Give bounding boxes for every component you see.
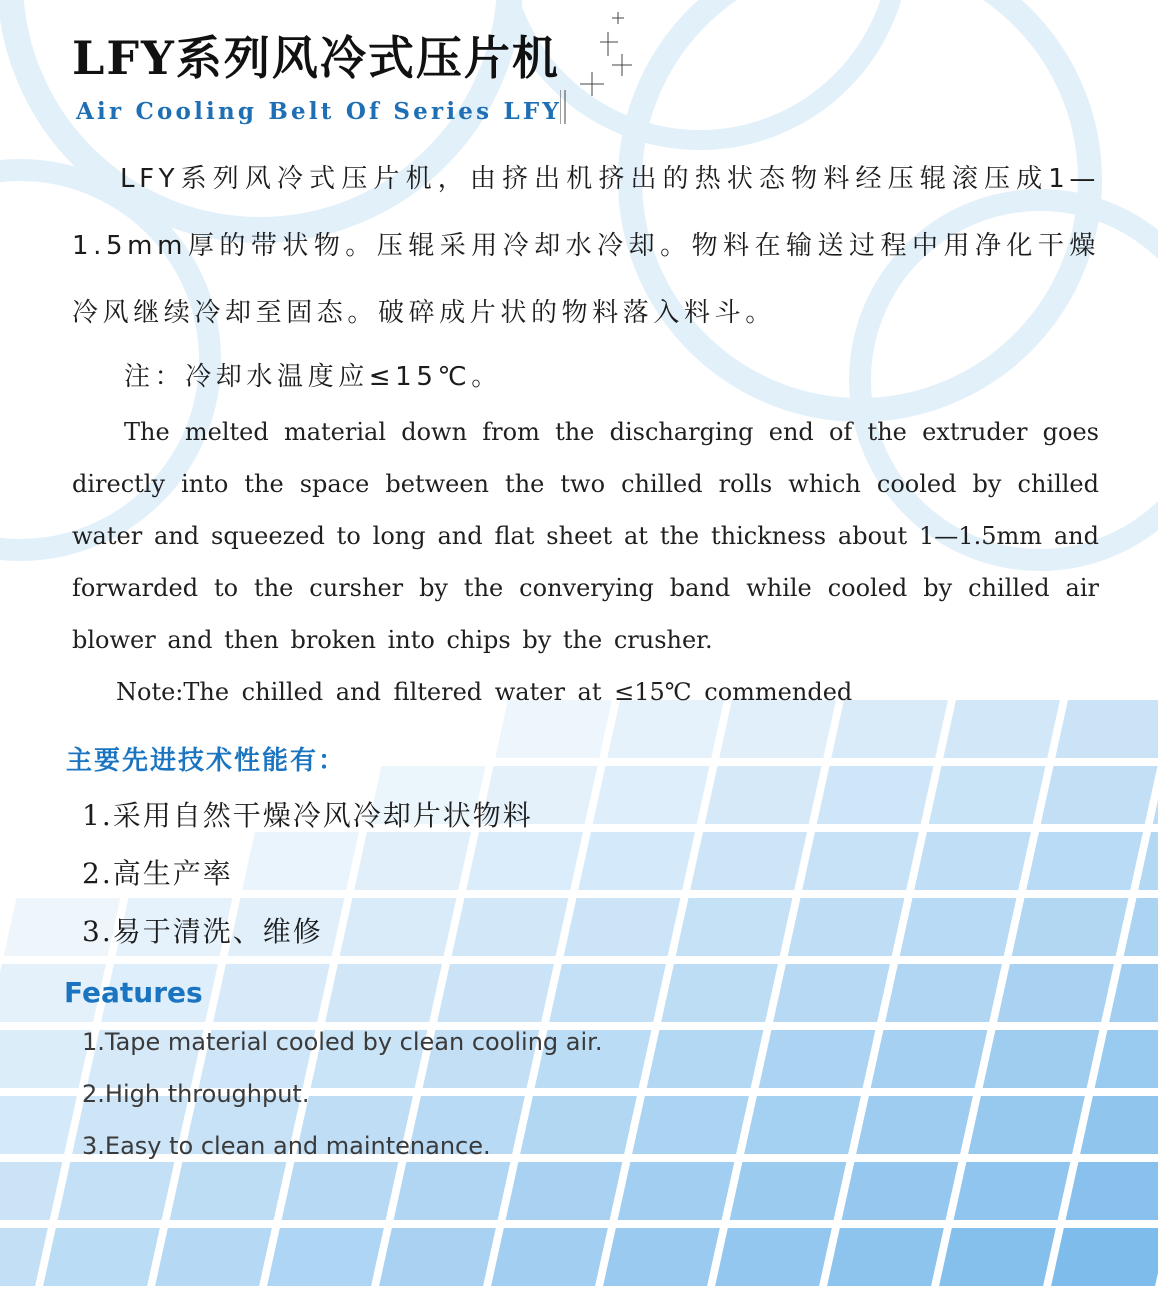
list-item: 1.采用自然干燥冷风冷却片状物料 — [82, 799, 533, 832]
sparkle-decoration-icon — [560, 8, 640, 128]
advantages-heading: 主要先进技术性能有： — [66, 746, 347, 776]
list-item: 2.High throughput. — [82, 1080, 310, 1108]
advantages-list — [82, 790, 533, 964]
description-cn: LFY系列风冷式压片机，由挤出机挤出的热状态物料经压辊滚压成1—1.5mm厚的带状物。压辊采用冷却水冷却。物料在输送过程中用净化干燥冷风继续冷却至固态。破碎成片状的物料落入料斗。 — [72, 164, 1100, 328]
features-heading: Features — [64, 976, 203, 1009]
page-title: LFY系列风冷式压片机 — [72, 31, 560, 85]
list-item: 3.易于清洗、维修 — [82, 915, 323, 948]
description-en: The melted material down from the discharging end of the extruder goes directly into the space between the two chilled rolls which cooled by chilled water and squeezed to long and flat sheet at the thickness about 1—1.5mm and forwarded to the cursher by the converying band while cooled by chilled air blower and then broken into chips by the crusher. — [72, 418, 1099, 654]
note-en: Note:The chilled and filtered water at ≤15℃ commended — [116, 678, 853, 706]
page-subtitle: Air Cooling Belt Of Series LFY — [76, 98, 562, 125]
features-list — [82, 1020, 602, 1176]
list-item: 1.Tape material cooled by clean cooling air. — [82, 1028, 603, 1056]
list-item: 3.Easy to clean and maintenance. — [82, 1132, 491, 1160]
list-item: 2.高生产率 — [82, 857, 233, 890]
note-cn: 注：冷却水温度应≤15℃。 — [124, 362, 502, 392]
